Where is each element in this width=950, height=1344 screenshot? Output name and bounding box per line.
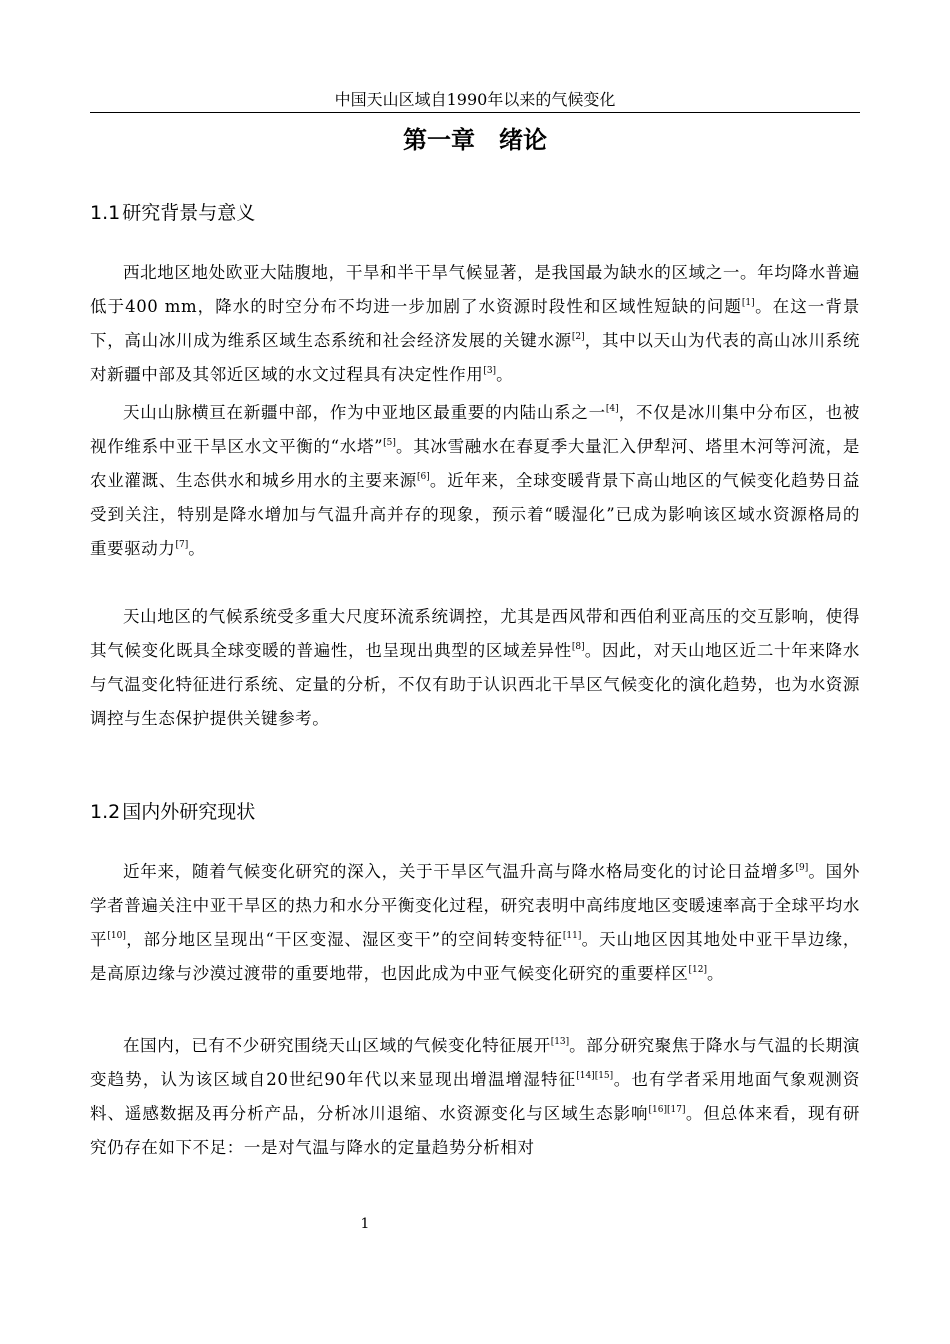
citation-ref: [3] xyxy=(483,366,497,376)
paragraph-text: 天山地区的气候系统受多重大尺度环流系统调控，尤其是西风带和西伯利亚高压的交互影响，使得其气候变化既具全球变暖的普遍性，也呈现出典型的区域差异性 xyxy=(90,607,860,660)
running-header: 中国天山区域自1990年以来的气候变化 xyxy=(334,90,616,109)
paragraph-text: 西北地区地处欧亚大陆腹地，干旱和半干旱气候显著，是我国最为缺水的区域之一。年均降水普遍低于400 mm，降水的时空分布不均进一步加剧了水资源时段性和区域性短缺的问题 xyxy=(90,263,860,316)
citation-ref: [13] xyxy=(550,1037,570,1047)
paragraph-text: 。天山地区因其地处中亚干旱边缘，是高原边缘与沙漠过渡带的重要地带，也因此成为中亚气候变化研究的重要样区 xyxy=(90,930,860,983)
citation-ref: [14][15] xyxy=(576,1071,614,1081)
citation-ref: [5] xyxy=(383,438,396,448)
citation-ref: [12] xyxy=(688,965,707,975)
paragraph-text: 。近年来，全球变暖背景下高山地区的气候变化趋势日益受到关注，特别是降水增加与气温升高并存的现象，预示着“暖湿化”已成为影响该区域水资源格局的重要驱动力 xyxy=(90,471,861,558)
paragraph-text: 。国外学者普遍关注中亚干旱区的热力和水分平衡变化过程，研究表明中高纬度地区变暖速率高于全球平均水平 xyxy=(90,862,860,949)
section-title: 研究背景与意义 xyxy=(122,202,256,224)
section-heading-1-1 xyxy=(90,200,860,226)
citation-ref: [8] xyxy=(571,642,585,652)
citation-ref: [2] xyxy=(571,332,585,342)
paragraph xyxy=(90,1029,860,1165)
section-heading-1-2 xyxy=(90,799,860,825)
paragraph xyxy=(90,396,860,566)
paragraph-text: 。 xyxy=(706,964,725,983)
paragraph-text: 。因此，对天山地区近二十年来降水与气温变化特征进行系统、定量的分析，不仅有助于认识西北干旱区气候变化的演化趋势，也为水资源调控与生态保护提供关键参考。 xyxy=(90,641,860,728)
paragraph-text: 近年来，随着气候变化研究的深入，关于干旱区气温升高与降水格局变化的讨论日益增多 xyxy=(123,862,796,881)
citation-ref: [9] xyxy=(795,863,809,873)
paragraph-text: 。 xyxy=(188,539,206,558)
citation-ref: [1] xyxy=(741,298,755,308)
paragraph xyxy=(90,600,860,736)
paragraph-text: 。但总体来看，现有研究仍存在如下不足：一是对气温与降水的定量趋势分析相对 xyxy=(90,1104,861,1157)
paragraph-text: 。也有学者采用地面气象观测资料、遥感数据及再分析产品，分析冰川退缩、水资源变化与区域生态影响 xyxy=(90,1070,860,1123)
paragraph-text: ，不仅是冰川集中分布区，也被视作维系中亚干旱区水文平衡的“水塔” xyxy=(90,403,860,456)
citation-ref: [4] xyxy=(605,404,619,414)
paragraph-text: 。 xyxy=(496,365,514,384)
citation-ref: [16][17] xyxy=(648,1105,686,1115)
citation-ref: [11] xyxy=(562,931,582,941)
section-number: 1.1 xyxy=(90,202,121,224)
paragraph-text: 。其冰雪融水在春夏季大量汇入伊犁河、塔里木河等河流，是农业灌溉、生态供水和城乡用水的主要来源 xyxy=(90,437,860,490)
page-number: 1 xyxy=(360,1216,370,1232)
paragraph-text: 。部分研究聚焦于降水与气温的长期演变趋势，认为该区域自20世纪90年代以来显现出增温增湿特征 xyxy=(90,1036,860,1089)
citation-ref: [10] xyxy=(107,931,126,941)
paragraph-text: ，部分地区呈现出“干区变湿、湿区变干”的空间转变特征 xyxy=(125,930,563,949)
section-number: 1.2 xyxy=(90,801,121,823)
citation-ref: [7] xyxy=(175,540,189,550)
chapter-title: 第一章 绪论 xyxy=(403,126,547,154)
paragraph xyxy=(90,256,860,392)
paragraph-text: ，其中以天山为代表的高山冰川系统对新疆中部及其邻近区域的水文过程具有决定性作用 xyxy=(90,331,860,384)
paragraph-text: 在国内，已有不少研究围绕天山区域的气候变化特征展开 xyxy=(123,1036,551,1055)
paragraph xyxy=(90,855,860,991)
header-rule xyxy=(90,112,860,113)
section-title: 国内外研究现状 xyxy=(122,801,256,823)
citation-ref: [6] xyxy=(417,472,430,482)
paragraph-text: 天山山脉横亘在新疆中部，作为中亚地区最重要的内陆山系之一 xyxy=(123,403,606,422)
paragraph-text: 。在这一背景下，高山冰川成为维系区域生态系统和社会经济发展的关键水源 xyxy=(90,297,860,350)
